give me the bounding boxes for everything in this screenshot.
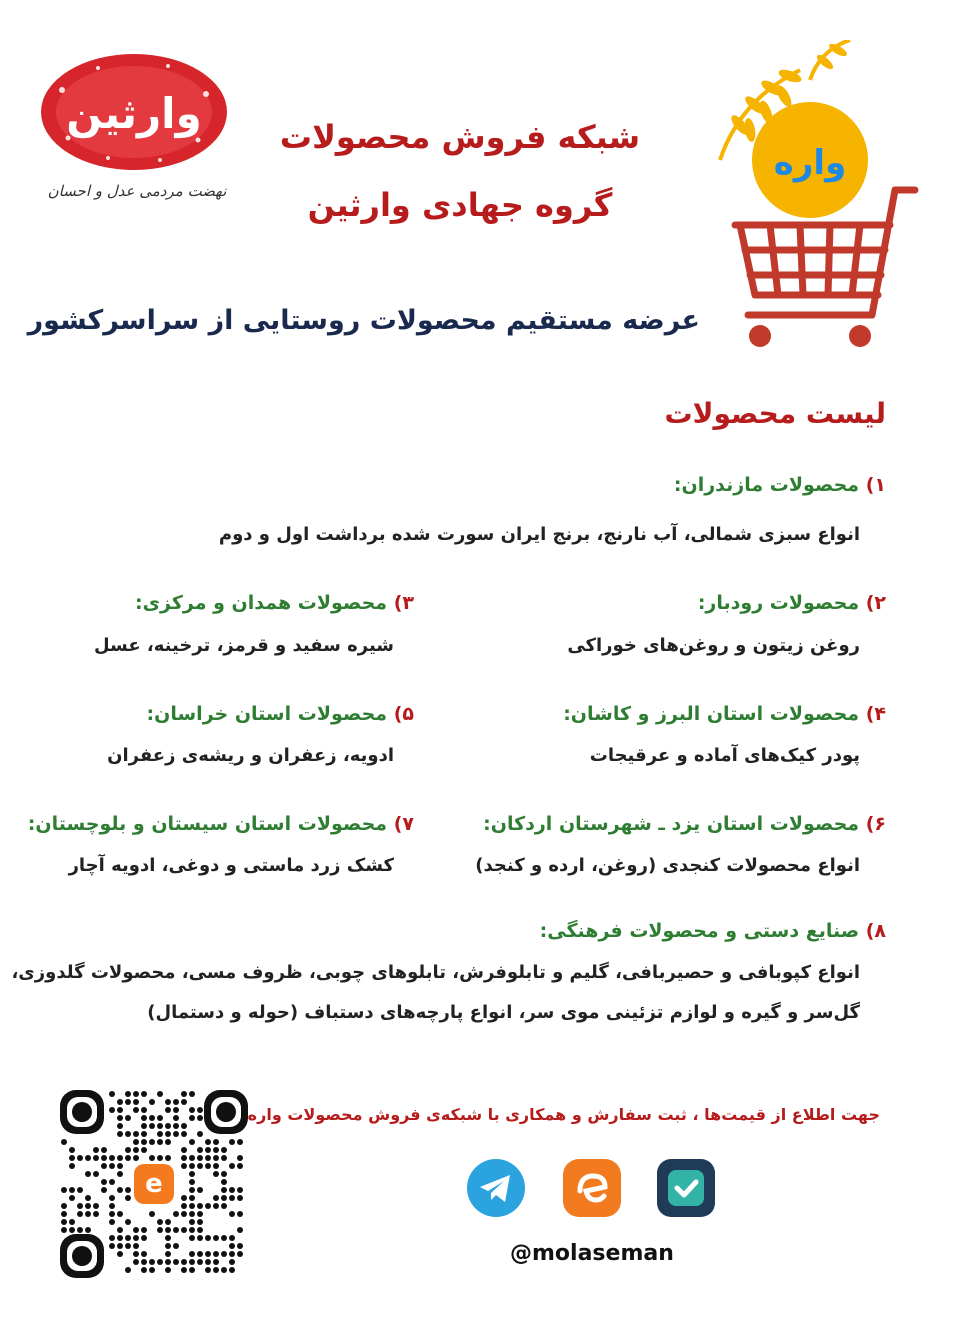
contact-text: جهت اطلاع از قیمت‌ها ، ثبت سفارش و همکاری با شبکه‌ی فروش محصولات واره [247,1105,880,1124]
svg-text:e: e [145,1169,163,1199]
section-5-num: ۵) [393,703,414,725]
qr-finder-top-right [204,1090,248,1134]
section-8-num: ۸) [865,920,886,942]
logo-text: وارثین [66,89,202,138]
section-1-num: ۱) [865,474,886,496]
section-1-heading [674,474,886,496]
telegram-icon[interactable] [466,1158,526,1218]
social-handle[interactable]: @molaseman [510,1241,674,1266]
qr-code[interactable] [60,1090,248,1278]
section-6-num: ۶) [865,813,886,835]
section-6-items: انواع محصولات کنجدی (روغن، ارده و کنجد) [475,855,860,876]
title-line-2: گروه جهادی وارثین [307,186,613,224]
section-5-title: محصولات استان خراسان: [146,703,388,725]
section-4-num: ۴) [865,703,886,725]
section-8-items-line-1: انواع کپوبافی و حصیربافی، گلیم و تابلوفرش، تابلوهای چوبی، ظروف مسی، محصولات گلدوزی، [11,962,860,983]
list-title: لیست محصولات [664,397,886,430]
section-2-num: ۲) [865,592,886,614]
section-5-heading [147,703,414,725]
section-5-items: ادویه، زعفران و ریشه‌ی زعفران [107,745,394,766]
qr-finder-bottom-left [60,1234,104,1278]
section-1-items: انواع سبزی شمالی، آب نارنج، برنج ایران سورت شده برداشت اول و دوم [218,524,860,545]
section-7-title: محصولات استان سیستان و بلوچستان: [27,813,388,835]
section-3-items: شیره سفید و قرمز، ترخینه، عسل [93,635,394,656]
subtitle: عرضه مستقیم محصولات روستایی از سراسرکشور [27,305,700,336]
section-6-heading [483,813,886,835]
cart-logo [700,40,930,360]
section-8-heading [540,920,886,942]
section-8-title: صنایع دستی و محصولات فرهنگی: [539,920,860,942]
qr-finder-top-left [60,1090,104,1134]
eitaa-icon[interactable] [562,1158,622,1218]
section-1-title: محصولات مازندران: [673,474,860,496]
section-4-items: پودر کیک‌های آماده و عرقیجات [589,745,860,766]
section-6-title: محصولات استان یزد ـ شهرستان اردکان: [483,813,860,835]
section-4-heading [563,703,886,725]
section-3-num: ۳) [393,592,414,614]
bale-icon[interactable] [656,1158,716,1218]
section-3-heading [135,592,414,614]
section-7-heading [28,813,414,835]
section-2-title: محصولات رودبار: [697,592,860,614]
section-7-items: کشک زرد ماستی و دوغی، ادویه آچار [68,855,394,876]
section-7-num: ۷) [393,813,414,835]
section-3-title: محصولات همدان و مرکزی: [135,592,388,614]
cart-brand: واره [773,143,847,183]
title-line-1: شبکه فروش محصولات [279,118,641,156]
logo-tagline: نهضت مردمی عدل و احسان [47,182,227,200]
section-4-title: محصولات استان البرز و کاشان: [563,703,860,725]
section-2-items: روغن زیتون و روغن‌های خوراکی [567,635,860,656]
section-8-items-line-2: گل‌سر و گیره و لوازم تزئینی موی سر، انواع پارچه‌های دستباف (حوله و دستمال) [147,1002,860,1023]
section-2-heading [698,592,886,614]
varesin-logo [38,50,230,175]
